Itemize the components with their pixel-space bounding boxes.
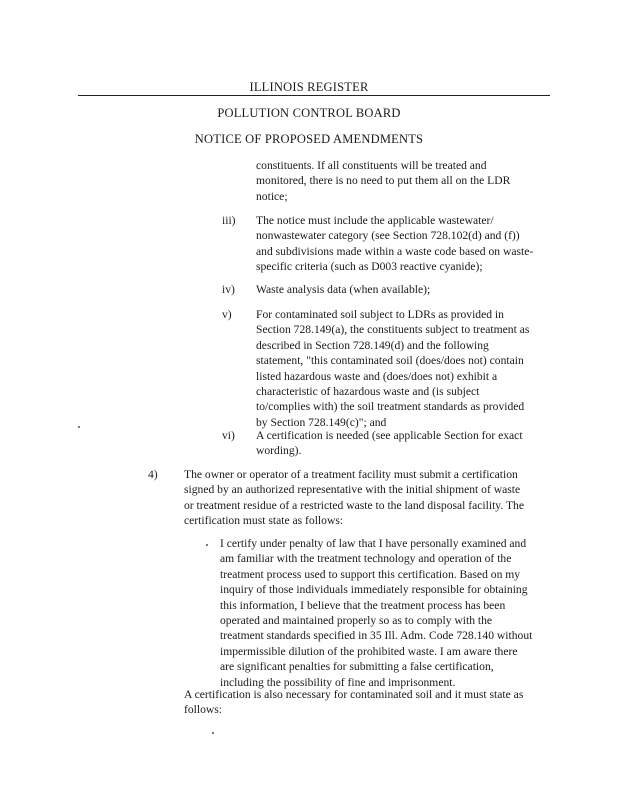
text-line: A certification is also necessary for contaminated soil and it must state as [184,688,524,701]
item-number-vi: vi) [222,429,235,442]
item-number-v: v) [222,308,232,321]
text-line: or treatment residue of a restricted waste to the land disposal facility. The [184,498,524,512]
text-line: by Section 728.149(c)"; and [256,415,387,429]
item-number-iv: iv) [222,283,235,296]
board-title: POLLUTION CONTROL BOARD [217,106,401,120]
scan-speck [212,732,214,734]
register-title: ILLINOIS REGISTER [249,80,369,94]
scan-speck [78,426,80,428]
text-line: treatment process used to support this certification. Based on my [220,567,521,581]
text-line: listed hazardous waste and (does/does not) exhibit a [256,369,498,383]
text-line: inquiry of those individuals immediately responsible for obtaining [220,583,528,597]
text-line: certification must state as follows: [184,514,344,528]
text-line: A certification is needed (see applicable Section for exact [256,429,523,442]
text-line: statement, "this contaminated soil (does/does not) contain [256,354,524,368]
item-iii-paragraph [256,213,533,275]
text-line: monitored, there is no need to put them all on the LDR [256,174,511,188]
text-line: described in Section 728.149(d) and the following [256,338,489,352]
text-line: notice; [256,189,288,203]
text-line: The owner or operator of a treatment facility must submit a certification [184,468,518,481]
text-line: specific criteria (such as D003 reactive cyanide); [256,260,483,274]
text-line: The notice must include the applicable wastewater/ [256,214,494,227]
notice-title: NOTICE OF PROPOSED AMENDMENTS [194,132,424,146]
text-line: follows: [184,703,223,717]
text-line: including the possibility of fine and imprisonment. [220,675,456,689]
text-line: I certify under penalty of law that I have personally examined and [220,537,527,550]
header-rule [78,95,550,96]
text-line: are significant penalties for submitting a false certification, [220,660,494,674]
text-line: am familiar with the treatment technology and operation of the [220,552,512,566]
item-v-paragraph [256,307,529,430]
closing-paragraph [184,687,523,718]
text-line: and subdivisions made within a waste code based on waste- [256,244,534,258]
text-line: to/complies with) the soil treatment standards as provided [256,400,525,414]
text-line: wording). [256,444,302,458]
text-line: operated and maintained properly so as to comply with the [220,614,493,628]
continuation-paragraph [256,158,510,204]
item-number-iii: iii) [222,214,236,227]
text-line: characteristic of hazardous waste and (is subject [256,385,480,399]
text-line: nonwastewater category (see Section 728.102(d) and (f)) [256,229,520,243]
item-vi-paragraph [256,428,523,459]
text-line: Waste analysis data (when available); [256,283,431,296]
text-line: impermissible dilution of the prohibited waste. I am aware there [220,644,518,658]
text-line: constituents. If all constituents will be treated and [256,159,487,172]
text-line: treatment standards specified in 35 Ill. Adm. Code 728.140 without [220,629,533,643]
item-4-paragraph [184,467,524,529]
text-line: For contaminated soil subject to LDRs as provided in [256,308,504,321]
scan-speck [206,544,208,546]
item-number-4: 4) [148,468,158,481]
certification-quote [220,536,532,690]
text-line: this information, I believe that the treatment process has been [220,598,506,612]
text-line: signed by an authorized representative with the initial shipment of waste [184,483,521,497]
item-iv-paragraph [256,282,430,297]
text-line: Section 728.149(a), the constituents subject to treatment as [256,323,530,337]
